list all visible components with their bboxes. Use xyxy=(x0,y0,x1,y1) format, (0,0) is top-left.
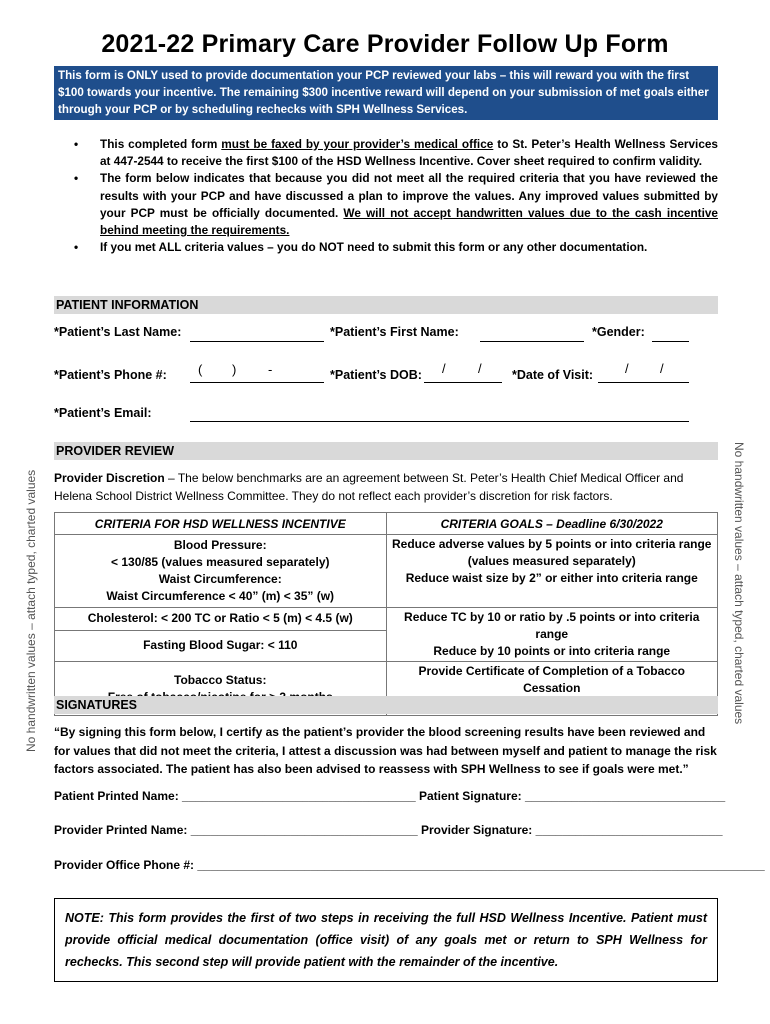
patient-last-name-label: *Patient’s Last Name: xyxy=(54,325,182,339)
note-box: NOTE: This form provides the first of two steps in receiving the full HSD Wellness Incentive. Patient must provide official medical documentation (office visit) of any goals met or return to SPH Wellness for rechecks. This second step will provide patient with the remainder of the incentive. xyxy=(54,898,718,982)
criteria-table xyxy=(54,512,718,716)
date-of-visit-label: *Date of Visit: xyxy=(512,368,594,382)
provider-discretion-text xyxy=(54,469,718,505)
phone-open-paren: ( xyxy=(198,362,203,377)
phone-close-paren: ) xyxy=(232,362,237,377)
instruction-review-underlined: We will not accept handwritten values due to the cash incentive behind meeting the requirements. xyxy=(100,205,718,238)
date-of-visit-field[interactable] xyxy=(598,368,689,383)
patient-email-field[interactable] xyxy=(190,407,689,422)
provider-discretion-label: Provider Discretion xyxy=(54,471,165,485)
form-title: 2021-22 Primary Care Provider Follow Up Form xyxy=(101,30,669,58)
instruction-met-all: • If you met ALL criteria values – you do NOT need to submit this form or any other documentation. xyxy=(60,239,718,256)
goal-cell: Provide Certificate of Completion of a Tobacco Cessation xyxy=(386,662,718,716)
visit-slash-2: / xyxy=(660,361,664,376)
goals-col-header: CRITERIA GOALS – Deadline 6/30/2022 xyxy=(386,513,718,535)
patient-first-name-label: *Patient’s First Name: xyxy=(330,325,459,339)
instruction-review-pre: The form below indicates that because you did not meet all the required criteria that you have reviewed the results with your PCP and have discussed a plan to improve the values. Any improved values submitted by your PCP must be officially documented. xyxy=(100,171,718,220)
side-note-right: No handwritten values – attach typed, charted values xyxy=(732,442,746,725)
criteria-cell: Tobacco Status: xyxy=(55,662,387,716)
side-note-left: No handwritten values – attach typed, charted values xyxy=(24,469,38,752)
instruction-list xyxy=(60,136,718,256)
instruction-fax-pre: This completed form xyxy=(100,137,222,151)
criteria-cell: Blood Pressure: < 130/85 (values measured separately) Waist Circumference: Waist Circumference < 40” (m) < 35” (w) xyxy=(55,535,387,608)
instruction-fax xyxy=(60,136,718,170)
table-row xyxy=(55,535,718,608)
provider-office-phone-line[interactable]: Provider Office Phone #: _____________________________________________________________________________________ xyxy=(54,858,765,872)
visit-slash-1: / xyxy=(625,361,629,376)
patient-email-label: *Patient’s Email: xyxy=(54,406,152,420)
patient-dob-field[interactable] xyxy=(424,368,502,383)
instruction-fax-post: to St. Peter’s Health Wellness Services at 447-2544 to receive the first $100 of the HSD Wellness Incentive. Cover sheet required to confirm validity. xyxy=(100,137,718,169)
patient-dob-label: *Patient’s DOB: xyxy=(330,368,422,382)
criteria-cell: Cholesterol: < 200 TC or Ratio < 5 (m) < 4.5 (w) xyxy=(55,608,387,631)
phone-dash: - xyxy=(268,362,273,377)
table-row xyxy=(55,608,718,631)
criteria-header-row xyxy=(55,513,718,535)
gender-field[interactable] xyxy=(652,327,689,342)
provider-discretion-body: – The below benchmarks are an agreement between St. Peter’s Health Chief Medical Officer and Helena School District Wellness Committee. They do not reflect each provider’s discretion for risk factors. xyxy=(54,471,684,503)
gender-label: *Gender: xyxy=(592,325,645,339)
dob-slash-1: / xyxy=(442,361,446,376)
info-banner: This form is ONLY used to provide documentation your PCP reviewed your labs – this will reward you with the first $100 towards your incentive. The remaining $300 incentive reward will depend on your submission of met goals either through your PCP or by scheduling rechecks with SPH Wellness Services. xyxy=(54,66,718,120)
patient-last-name-field[interactable] xyxy=(190,327,324,342)
patient-phone-label: *Patient’s Phone #: xyxy=(54,368,167,382)
goal-cell: Reduce TC by 10 or ratio by .5 points or into criteria range Reduce by 10 points or into criteria range xyxy=(386,608,718,662)
goal-cell: Reduce adverse values by 5 points or into criteria range (values measured separately) Reduce waist size by 2” or either into criteria range xyxy=(386,535,718,608)
signatures-header: SIGNATURES xyxy=(54,696,718,714)
criteria-cell: Fasting Blood Sugar: < 110 xyxy=(55,630,387,661)
dob-slash-2: / xyxy=(478,361,482,376)
signature-statement: “By signing this form below, I certify as the patient’s provider the blood screening results have been reviewed and for values that did not meet the criteria, I attest a discussion was had between myself and patient to manage the risk factors associated. The patient has also been advised to reassess with SPH Wellness to see if goals were met.” xyxy=(54,725,717,776)
provider-signature-line[interactable]: Provider Printed Name: __________________________________ Provider Signature: ____________________________ xyxy=(54,823,723,837)
patient-info-header: PATIENT INFORMATION xyxy=(54,296,718,314)
patient-signature-line[interactable]: Patient Printed Name: ___________________________________ Patient Signature: ______________________________ xyxy=(54,789,726,803)
patient-phone-field[interactable] xyxy=(190,368,324,383)
instruction-fax-underlined: must be faxed by your provider’s medical office xyxy=(221,137,494,151)
patient-first-name-field[interactable] xyxy=(480,327,584,342)
criteria-col-header: CRITERIA FOR HSD WELLNESS INCENTIVE xyxy=(55,513,387,535)
provider-review-header: PROVIDER REVIEW xyxy=(54,442,718,460)
instruction-review xyxy=(60,170,718,239)
